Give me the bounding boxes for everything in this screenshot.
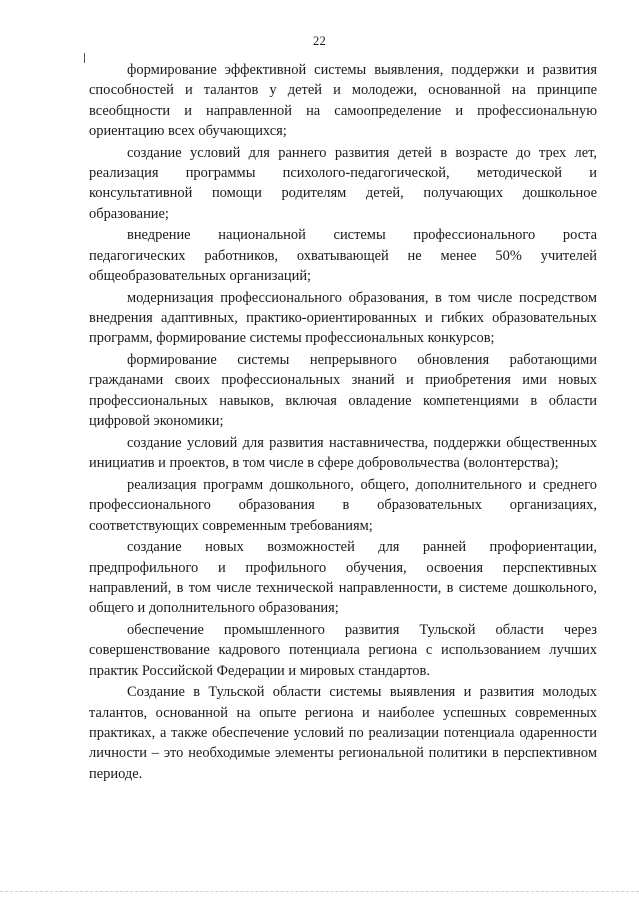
paragraph: создание условий для развития наставничества, поддержки общественных инициатив и проектов, в том числе в сфере добровольчества (волонтерства); — [89, 434, 597, 472]
paragraph: создание условий для раннего развития детей в возрасте до трех лет, реализация программы психолого-педагогической, методической и консультативной помощи родителям детей, получающих дошкольное образование; — [89, 144, 597, 222]
paragraph: модернизация профессионального образования, в том числе посредством внедрения адаптивных, практико-ориентированных и гибких образовательных программ, формирование системы профессиональных конкурсов; — [89, 289, 597, 347]
paragraph: реализация программ дошкольного, общего, дополнительного и среднего профессионального образования в образовательных организациях, соответствующих современным требованиям; — [89, 476, 597, 534]
paragraph: Создание в Тульской области системы выявления и развития молодых талантов, основанной на опыте региона и наиболее успешных современных практиках, а также обеспечение условий по реализации потенциала одаренности личности – это необходимые элементы региональной политики в перспективном периоде. — [89, 684, 597, 782]
paragraph: формирование эффективной системы выявления, поддержки и развития способностей и талантов у детей и молодежи, основанной на принципе всеобщности и направленной на самоопределение и профессиональную ориентацию всех обучающихся; — [89, 62, 597, 139]
paragraph: создание новых возможностей для ранней профориентации, предпрофильного и профильного обучения, освоения перспективных направлений, в том числе технической направленности, в системе дошкольного, общего и дополнительного образования; — [89, 539, 597, 617]
scan-mark — [84, 53, 87, 63]
paragraph: обеспечение промышленного развития Тульской области через совершенствование кадрового потенциала региона с использованием лучших практик Российской Федерации и мировых стандартов. — [89, 622, 597, 679]
paragraph: внедрение национальной системы профессионального роста педагогических работников, охватывающей не менее 50% учителей общеобразовательных организаций; — [89, 227, 597, 284]
page-number: 22 — [313, 34, 326, 48]
page-body — [89, 60, 597, 785]
scan-edge-line — [0, 891, 639, 892]
paragraph: формирование системы непрерывного обновления работающими гражданами своих профессиональных знаний и приобретения ими новых профессиональных навыков, включая овладение компетенциями в области цифровой экономики; — [89, 352, 597, 430]
